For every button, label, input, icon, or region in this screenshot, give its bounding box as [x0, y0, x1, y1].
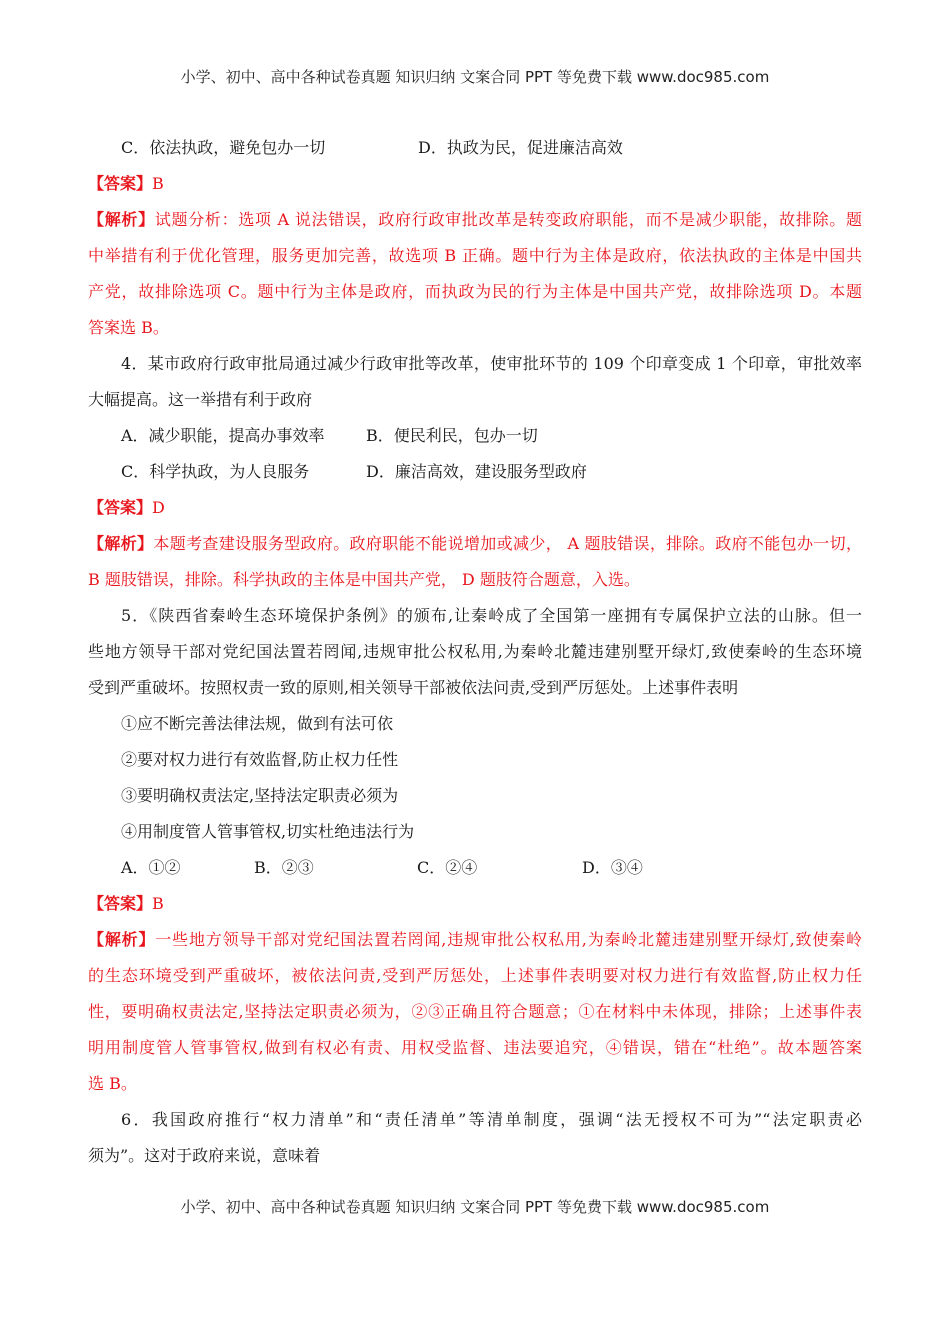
analysis-line: 本题考查建设服务型政府。政府职能不能说增加或减少， A 题肢错误，排除。政府不能包办一切，	[153, 534, 862, 553]
q4-analysis	[88, 526, 862, 598]
answer-tag: 【答案】	[88, 894, 153, 913]
document-body	[88, 130, 862, 1174]
page-header: 小学、初中、高中各种试卷真题 知识归纳 文案合同 PPT 等免费下载 www.doc985.com	[180, 68, 770, 86]
analysis-tag: 【解析】	[88, 210, 155, 229]
q5-item: ①应不断完善法律法规，做到有法可依	[121, 714, 394, 733]
analysis-line: 一些地方领导干部对党纪国法置若罔闻,违规审批公权私用,为秦岭北麓违建别墅开绿灯,致使秦岭	[155, 930, 862, 949]
q3-analysis	[88, 202, 862, 346]
q5-item: ②要对权力进行有效监督,防止权力任性	[121, 750, 399, 769]
q6-stem-line: 须为”。这对于政府来说，意味着	[88, 1146, 321, 1165]
q5-stem-line: 5．《陕西省秦岭生态环境保护条例》的颁布,让秦岭成了全国第一座拥有专属保护立法的山脉。但一	[121, 606, 862, 625]
q4-stem-line: 4．某市政府行政审批局通过减少行政审批等改革，使审批环节的 109 个印章变成 1 个印章，审批效率	[121, 354, 862, 373]
answer-value: D	[152, 498, 165, 517]
answer-tag: 【答案】	[88, 174, 153, 193]
analysis-line: B 题肢错误，排除。科学执政的主体是中国共产党， D 题肢符合题意，入选。	[88, 570, 640, 589]
q3-options-cd	[88, 130, 862, 166]
q5-answer	[88, 886, 862, 922]
analysis-line: 选 B。	[88, 1074, 137, 1093]
q5-stem-line: 受到严重破坏。按照权责一致的原则,相关领导干部被依法问责,受到严厉惩处。上述事件表明	[88, 678, 739, 697]
q5-options	[88, 850, 862, 886]
q4-option-d: D．廉洁高效，建设服务型政府	[366, 462, 587, 481]
q5-option-c: C．②④	[417, 858, 478, 877]
q5-item: ④用制度管人管事管权,切实杜绝违法行为	[121, 822, 415, 841]
q3-option-c: C．依法执政，避免包办一切	[121, 138, 326, 157]
q6-stem-line: 6．我国政府推行“权力清单”和“责任清单”等清单制度，强调“法无授权不可为”“法定职责必	[121, 1110, 862, 1129]
q5-option-d: D．③④	[582, 858, 643, 877]
analysis-line: 的生态环境受到严重破坏，被依法问责,受到严厉惩处，上述事件表明要对权力进行有效监督,防止权力任	[88, 966, 862, 985]
q4-option-a: A．减少职能，提高办事效率	[121, 426, 325, 445]
answer-value: B	[152, 174, 164, 193]
analysis-line: 性，要明确权责法定,坚持法定职责必须为，②③正确且符合题意；①在材料中未体现，排除；上述事件表	[88, 1002, 862, 1021]
analysis-line: 明用制度管人管事管权,做到有权必有责、用权受监督、违法要追究，④错误，错在“杜绝”。故本题答案	[88, 1038, 862, 1057]
q4-option-b: B．便民利民，包办一切	[366, 426, 538, 445]
q5-option-b: B．②③	[254, 858, 314, 877]
q5-option-a: A．①②	[121, 858, 181, 877]
q5-analysis	[88, 922, 862, 1102]
answer-tag: 【答案】	[88, 498, 153, 517]
analysis-line: 产党，故排除选项 C。题中行为主体是政府，而执政为民的行为主体是中国共产党，故排除选项 D。本题	[88, 282, 862, 301]
analysis-tag: 【解析】	[88, 930, 156, 949]
q4-answer	[88, 490, 862, 526]
analysis-line: 试题分析：选项 A 说法错误，政府行政审批改革是转变政府职能，而不是减少职能，故排除。题	[154, 210, 862, 229]
q4-stem-line: 大幅提高。这一举措有利于政府	[88, 390, 313, 409]
q5-stem-line: 些地方领导干部对党纪国法置若罔闻,违规审批公权私用,为秦岭北麓违建别墅开绿灯,致使秦岭的生态环境	[88, 642, 862, 661]
analysis-line: 中举措有利于优化管理，服务更加完善，故选项 B 正确。题中行为主体是政府，依法执政的主体是中国共	[88, 246, 862, 265]
answer-value: B	[152, 894, 164, 913]
analysis-line: 答案选 B。	[88, 318, 169, 337]
page-footer: 小学、初中、高中各种试卷真题 知识归纳 文案合同 PPT 等免费下载 www.doc985.com	[180, 1198, 770, 1216]
q4-options-ab	[88, 418, 862, 454]
q5-item: ③要明确权责法定,坚持法定职责必须为	[121, 786, 399, 805]
q3-option-d: D．执政为民，促进廉洁高效	[418, 138, 623, 157]
q3-answer	[88, 166, 862, 202]
q4-options-cd	[88, 454, 862, 490]
analysis-tag: 【解析】	[88, 534, 154, 553]
q4-option-c: C．科学执政，为人良服务	[121, 462, 310, 481]
